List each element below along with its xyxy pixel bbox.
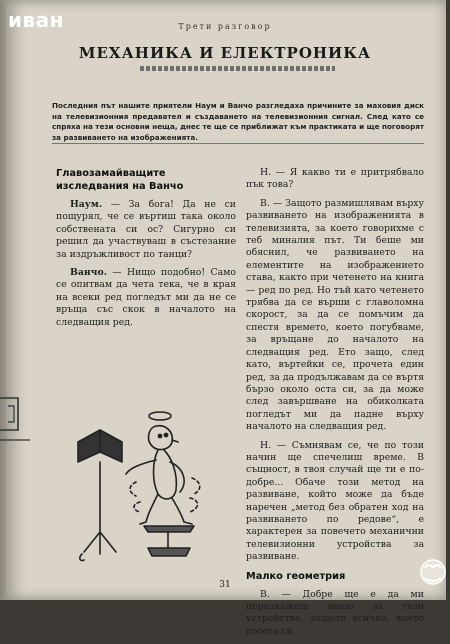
section-heading: Главозамайващите изследвания на Ванчо	[56, 168, 184, 192]
page-title: МЕХАНИКА И ЕЛЕКТРОНИКА	[78, 44, 372, 62]
left-column	[56, 167, 236, 335]
dialogue-paragraph: В. — Добре ще е да ми поразкажеш нещо за тези устройства, защото всичко, което досега си	[246, 588, 424, 637]
dialogue-paragraph: Н. — Я какво ти е притрябвало пък това?	[246, 167, 424, 191]
right-column	[246, 167, 424, 644]
divider	[52, 143, 424, 144]
marketplace-logo-icon	[403, 556, 447, 596]
watermark: иван	[8, 8, 64, 32]
dialogue-paragraph	[56, 267, 236, 329]
intro-paragraph: Последния път нашите приятели Наум и Ванчо разгледаха причините за маховия диск на телевизионния предавател и създаването на телевизионния сигнал. След като се спряха на тези основни неща, днес те ще се приближат към практиката и ще поговорят за развиването на изображенията.	[52, 101, 424, 142]
dialogue-text: — За бога! Да не си пощурял, че се въртиш така около собствената си ос? Сигурно си решил да участвуваш в състезание за издръжливост по танци?	[56, 199, 236, 260]
margin-sketch	[0, 380, 40, 450]
section-heading: Малко геометрия	[246, 570, 346, 582]
speaker-name: Ванчо.	[70, 267, 107, 279]
page-number: 31	[219, 580, 231, 590]
speaker-name: Наум.	[70, 199, 103, 210]
dialogue-paragraph: Н. — Съмнявам се, че по този начин ще спечелиш време. В същност, в твоя случай ще ти е по-добре... Обаче този метод на развиване, който може да бъде наречен „метод без обратен ход на развиването по редове“, е характерен за повечето механични телевизионни устройства за развиване.	[246, 439, 424, 563]
dialogue-paragraph	[56, 199, 236, 261]
title-underline	[140, 66, 335, 71]
dialogue-text: — Нищо подобно! Само се опитвам да чета тека, че в края на всеки ред погледът ми да не се връща със скок в началото на следващия ред.	[56, 267, 236, 328]
spinning-reader-illustration	[60, 402, 240, 572]
chapter-label: Трети разговор	[178, 22, 272, 31]
dialogue-paragraph: В. — Защото размишлявам върху развиването на изображенията в телевизията, за което говорихме с теб миналия път. Ти беше ми обяснил, че развиването на елементите на изображението става, както при четенето на книга — ред по ред. Но тъй като четенето трябва да се върши с главоломна скорост, за да се помъчим да спестя времето, което погубваме, за връщане до началото на следващия ред. Ето защо, след като, въртейки се, прочета един ред, за да продължавам да се въртя бързо около оста си, за да може след завършване на обиколката погледът ми да падне върху началото на следващия ред.	[246, 197, 424, 433]
